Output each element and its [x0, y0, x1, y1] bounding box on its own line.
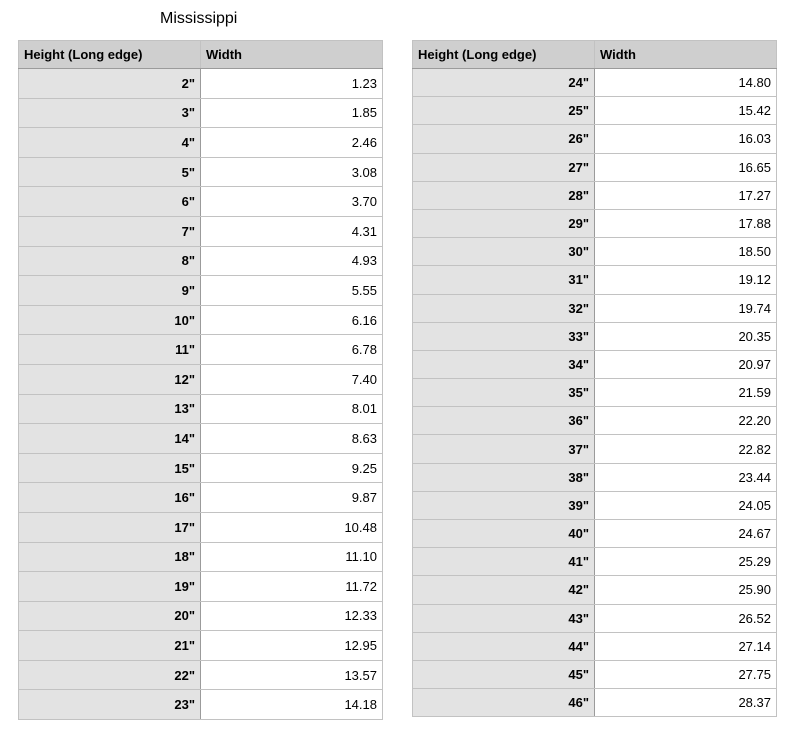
- height-cell: 3": [19, 98, 201, 128]
- width-cell: 7.40: [201, 364, 383, 394]
- table-row: [413, 576, 777, 604]
- table-row: [413, 238, 777, 266]
- height-cell: 32": [413, 294, 595, 322]
- height-cell: 46": [413, 689, 595, 717]
- width-cell: 8.01: [201, 394, 383, 424]
- table-row: [413, 294, 777, 322]
- height-cell: 5": [19, 157, 201, 187]
- height-cell: 21": [19, 631, 201, 661]
- height-cell: 40": [413, 520, 595, 548]
- table-row: [19, 128, 383, 158]
- width-cell: 24.67: [595, 520, 777, 548]
- table-row: [413, 379, 777, 407]
- height-cell: 25": [413, 97, 595, 125]
- height-cell: 33": [413, 322, 595, 350]
- height-cell: 24": [413, 69, 595, 97]
- height-cell: 36": [413, 407, 595, 435]
- height-cell: 18": [19, 542, 201, 572]
- width-cell: 4.31: [201, 216, 383, 246]
- width-cell: 1.23: [201, 69, 383, 99]
- table-row: [19, 246, 383, 276]
- table-row: [413, 350, 777, 378]
- height-cell: 11": [19, 335, 201, 365]
- column-header-height: Height (Long edge): [413, 41, 595, 69]
- height-cell: 14": [19, 424, 201, 454]
- table-row: [413, 69, 777, 97]
- table-row: [19, 424, 383, 454]
- table-row: [413, 125, 777, 153]
- height-cell: 20": [19, 601, 201, 631]
- table-row: [413, 491, 777, 519]
- table-row: [413, 604, 777, 632]
- height-cell: 6": [19, 187, 201, 217]
- table-row: [413, 266, 777, 294]
- table-row: [19, 276, 383, 306]
- table-row: [19, 394, 383, 424]
- table-row: [19, 69, 383, 99]
- table-header-row: [19, 41, 383, 69]
- table-row: [19, 98, 383, 128]
- width-cell: 18.50: [595, 238, 777, 266]
- width-cell: 22.20: [595, 407, 777, 435]
- height-cell: 34": [413, 350, 595, 378]
- height-cell: 16": [19, 483, 201, 513]
- width-cell: 14.80: [595, 69, 777, 97]
- width-cell: 21.59: [595, 379, 777, 407]
- table-row: [413, 209, 777, 237]
- width-cell: 26.52: [595, 604, 777, 632]
- height-cell: 8": [19, 246, 201, 276]
- width-cell: 11.72: [201, 572, 383, 602]
- width-cell: 6.78: [201, 335, 383, 365]
- width-cell: 19.12: [595, 266, 777, 294]
- size-table-left: [18, 40, 383, 720]
- width-cell: 6.16: [201, 305, 383, 335]
- width-cell: 9.87: [201, 483, 383, 513]
- width-cell: 10.48: [201, 512, 383, 542]
- size-table-right: [412, 40, 777, 717]
- table-row: [19, 690, 383, 720]
- height-cell: 43": [413, 604, 595, 632]
- height-cell: 27": [413, 153, 595, 181]
- width-cell: 28.37: [595, 689, 777, 717]
- table-row: [19, 601, 383, 631]
- width-cell: 25.29: [595, 548, 777, 576]
- height-cell: 45": [413, 660, 595, 688]
- table-row: [19, 157, 383, 187]
- height-cell: 38": [413, 463, 595, 491]
- table-row: [19, 542, 383, 572]
- height-cell: 31": [413, 266, 595, 294]
- width-cell: 3.08: [201, 157, 383, 187]
- table-row: [413, 435, 777, 463]
- width-cell: 27.14: [595, 632, 777, 660]
- height-cell: 29": [413, 209, 595, 237]
- width-cell: 12.95: [201, 631, 383, 661]
- width-cell: 25.90: [595, 576, 777, 604]
- width-cell: 17.88: [595, 209, 777, 237]
- width-cell: 4.93: [201, 246, 383, 276]
- table-row: [413, 689, 777, 717]
- height-cell: 9": [19, 276, 201, 306]
- width-cell: 13.57: [201, 660, 383, 690]
- table-row: [19, 453, 383, 483]
- table-row: [19, 216, 383, 246]
- table-row: [19, 512, 383, 542]
- height-cell: 30": [413, 238, 595, 266]
- height-cell: 44": [413, 632, 595, 660]
- table-row: [19, 335, 383, 365]
- table-row: [413, 548, 777, 576]
- height-cell: 12": [19, 364, 201, 394]
- width-cell: 24.05: [595, 491, 777, 519]
- column-header-width: Width: [201, 41, 383, 69]
- width-cell: 23.44: [595, 463, 777, 491]
- width-cell: 27.75: [595, 660, 777, 688]
- page-title: Mississippi: [160, 10, 238, 27]
- height-cell: 13": [19, 394, 201, 424]
- width-cell: 16.03: [595, 125, 777, 153]
- height-cell: 35": [413, 379, 595, 407]
- table-row: [413, 520, 777, 548]
- height-cell: 42": [413, 576, 595, 604]
- height-cell: 10": [19, 305, 201, 335]
- table-row: [19, 364, 383, 394]
- table-header-row: [413, 41, 777, 69]
- height-cell: 23": [19, 690, 201, 720]
- table-row: [19, 572, 383, 602]
- height-cell: 7": [19, 216, 201, 246]
- height-cell: 17": [19, 512, 201, 542]
- table-row: [413, 632, 777, 660]
- width-cell: 9.25: [201, 453, 383, 483]
- height-cell: 37": [413, 435, 595, 463]
- table-row: [413, 181, 777, 209]
- width-cell: 2.46: [201, 128, 383, 158]
- column-header-height: Height (Long edge): [19, 41, 201, 69]
- height-cell: 22": [19, 660, 201, 690]
- width-cell: 14.18: [201, 690, 383, 720]
- height-cell: 28": [413, 181, 595, 209]
- width-cell: 20.35: [595, 322, 777, 350]
- table-row: [19, 631, 383, 661]
- table-row: [19, 305, 383, 335]
- height-cell: 41": [413, 548, 595, 576]
- height-cell: 4": [19, 128, 201, 158]
- width-cell: 12.33: [201, 601, 383, 631]
- table-row: [19, 187, 383, 217]
- width-cell: 22.82: [595, 435, 777, 463]
- width-cell: 17.27: [595, 181, 777, 209]
- table-row: [413, 153, 777, 181]
- width-cell: 5.55: [201, 276, 383, 306]
- height-cell: 15": [19, 453, 201, 483]
- height-cell: 2": [19, 69, 201, 99]
- height-cell: 39": [413, 491, 595, 519]
- width-cell: 16.65: [595, 153, 777, 181]
- width-cell: 15.42: [595, 97, 777, 125]
- width-cell: 20.97: [595, 350, 777, 378]
- height-cell: 26": [413, 125, 595, 153]
- table-row: [413, 322, 777, 350]
- table-row: [413, 463, 777, 491]
- table-row: [19, 660, 383, 690]
- height-cell: 19": [19, 572, 201, 602]
- width-cell: 1.85: [201, 98, 383, 128]
- width-cell: 11.10: [201, 542, 383, 572]
- width-cell: 3.70: [201, 187, 383, 217]
- table-row: [413, 97, 777, 125]
- table-row: [413, 660, 777, 688]
- width-cell: 19.74: [595, 294, 777, 322]
- table-row: [19, 483, 383, 513]
- width-cell: 8.63: [201, 424, 383, 454]
- table-row: [413, 407, 777, 435]
- column-header-width: Width: [595, 41, 777, 69]
